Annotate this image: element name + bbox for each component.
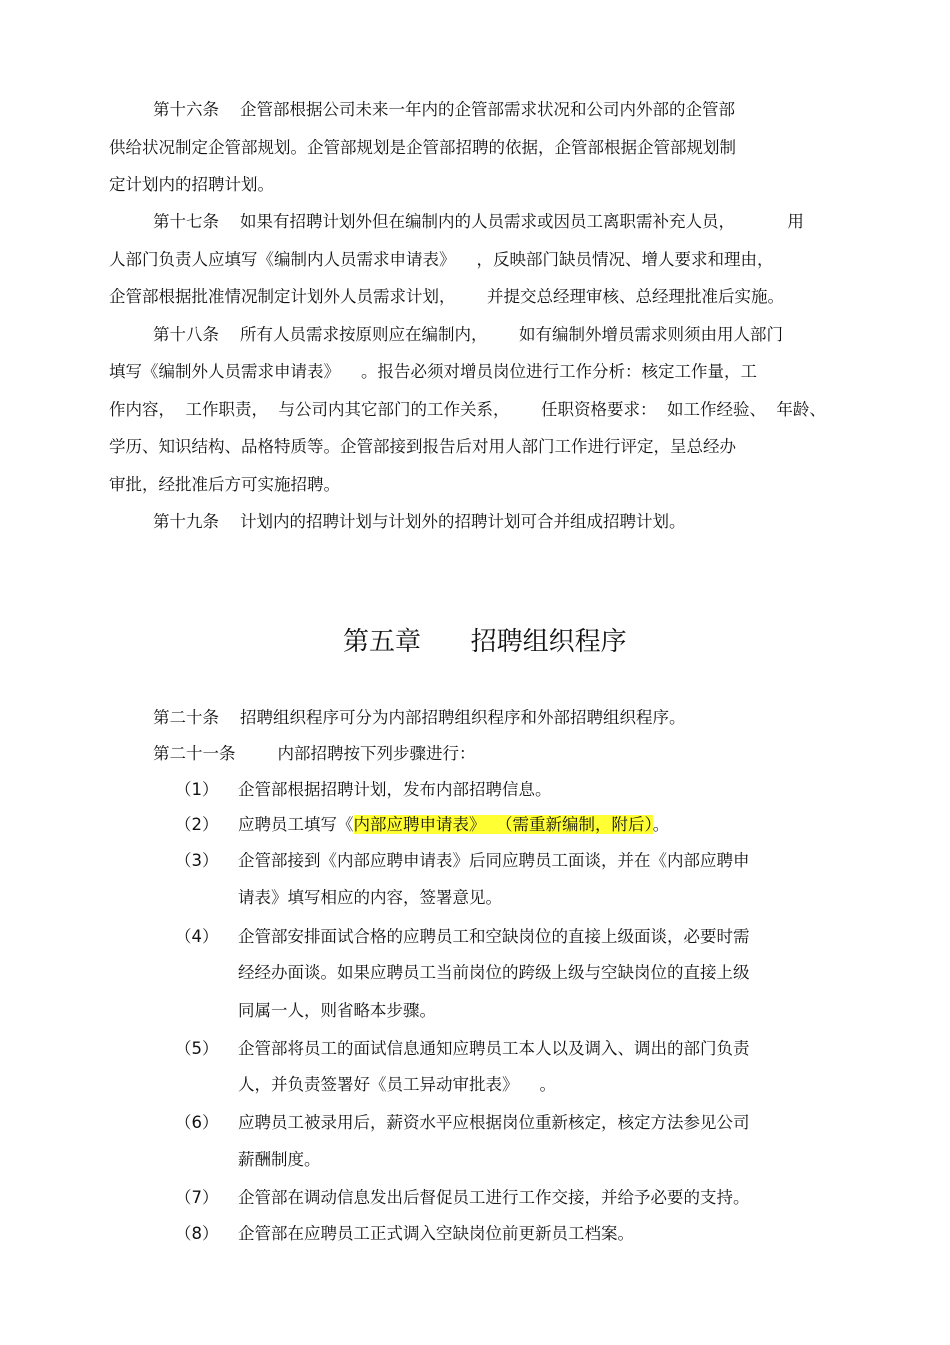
step-number-2: （2） bbox=[175, 815, 219, 834]
step-8-line-1: 企管部在应聘员工正式调入空缺岗位前更新员工档案。 bbox=[238, 1224, 634, 1243]
step-6-line-1: 应聘员工被录用后，薪资水平应根据岗位重新核定，核定方法参见公司 bbox=[238, 1113, 750, 1132]
step-6-line-2: 薪酬制度。 bbox=[238, 1150, 321, 1169]
article-21: 第二十一条 内部招聘按下列步骤进行： bbox=[153, 744, 476, 763]
article-18-line-1: 第十八条 所有人员需求按原则应在编制内， 如有编制外增员需求则须由用人部门 bbox=[153, 325, 783, 344]
step-3-line-2: 请表》填写相应的内容，签署意见。 bbox=[238, 888, 502, 907]
article-20: 第二十条 招聘组织程序可分为内部招聘组织程序和外部招聘组织程序。 bbox=[153, 708, 686, 727]
step-number-8: （8） bbox=[175, 1224, 219, 1243]
step-number-1: （1） bbox=[175, 780, 219, 799]
step-4-line-1: 企管部安排面试合格的应聘员工和空缺岗位的直接上级面谈，必要时需 bbox=[238, 927, 750, 946]
step-number-3: （3） bbox=[175, 851, 219, 870]
step-2-text-before: 应聘员工填写《 bbox=[238, 815, 354, 834]
article-16-line-1: 第十六条 企管部根据公司未来一年内的企管部需求状况和公司内外部的企管部 bbox=[153, 100, 735, 119]
step-2-text-after: 。 bbox=[652, 815, 670, 834]
article-16-line-2: 供给状况制定企管部规划。企管部规划是企管部招聘的依据，企管部根据企管部规划制 bbox=[109, 138, 736, 157]
step-number-7: （7） bbox=[175, 1188, 219, 1207]
article-18-line-5: 审批，经批准后方可实施招聘。 bbox=[109, 475, 340, 494]
article-17-line-3: 企管部根据批准情况制定计划外人员需求计划， 并提交总经理审核、总经理批准后实施。 bbox=[109, 287, 784, 306]
article-18-line-2: 填写《编制外人员需求申请表》 。报告必须对增员岗位进行工作分析：核定工作量，工 bbox=[109, 362, 757, 381]
step-1-line-1: 企管部根据招聘计划，发布内部招聘信息。 bbox=[238, 780, 552, 799]
step-3-line-1: 企管部接到《内部应聘申请表》后同应聘员工面谈，并在《内部应聘申 bbox=[238, 851, 750, 870]
article-18-line-3: 作内容， 工作职责， 与公司内其它部门的工作关系， 任职资格要求： 如工作经验、 年龄、 bbox=[109, 400, 826, 419]
article-18-line-4: 学历、知识结构、品格特质等。企管部接到报告后对用人部门工作进行评定，呈总经办 bbox=[109, 437, 736, 456]
chapter-title: 第五章 招聘组织程序 bbox=[343, 627, 627, 657]
article-17-line-1: 第十七条 如果有招聘计划外但在编制内的人员需求或因员工离职需补充人员， 用 bbox=[153, 212, 804, 231]
step-4-line-3: 同属一人，则省略本步骤。 bbox=[238, 1001, 436, 1020]
step-2-highlighted-text: 内部应聘申请表》 （需重新编制，附后） bbox=[353, 815, 653, 834]
article-17-line-2: 人部门负责人应填写《编制内人员需求申请表》 ，反映部门缺员情况、增人要求和理由， bbox=[109, 250, 774, 269]
step-4-line-2: 经经办面谈。如果应聘员工当前岗位的跨级上级与空缺岗位的直接上级 bbox=[238, 963, 750, 982]
step-5-line-1: 企管部将员工的面试信息通知应聘员工本人以及调入、调出的部门负责 bbox=[238, 1039, 750, 1058]
article-16-line-3: 定计划内的招聘计划。 bbox=[109, 175, 274, 194]
step-number-6: （6） bbox=[175, 1113, 219, 1132]
step-number-4: （4） bbox=[175, 927, 219, 946]
article-19-line-1: 第十九条 计划内的招聘计划与计划外的招聘计划可合并组成招聘计划。 bbox=[153, 512, 686, 531]
step-5-line-2: 人，并负责签署好《员工异动审批表》 。 bbox=[238, 1075, 556, 1094]
step-2-line-1 bbox=[238, 815, 669, 835]
step-7-line-1: 企管部在调动信息发出后督促员工进行工作交接，并给予必要的支持。 bbox=[238, 1188, 750, 1207]
step-number-5: （5） bbox=[175, 1039, 219, 1058]
